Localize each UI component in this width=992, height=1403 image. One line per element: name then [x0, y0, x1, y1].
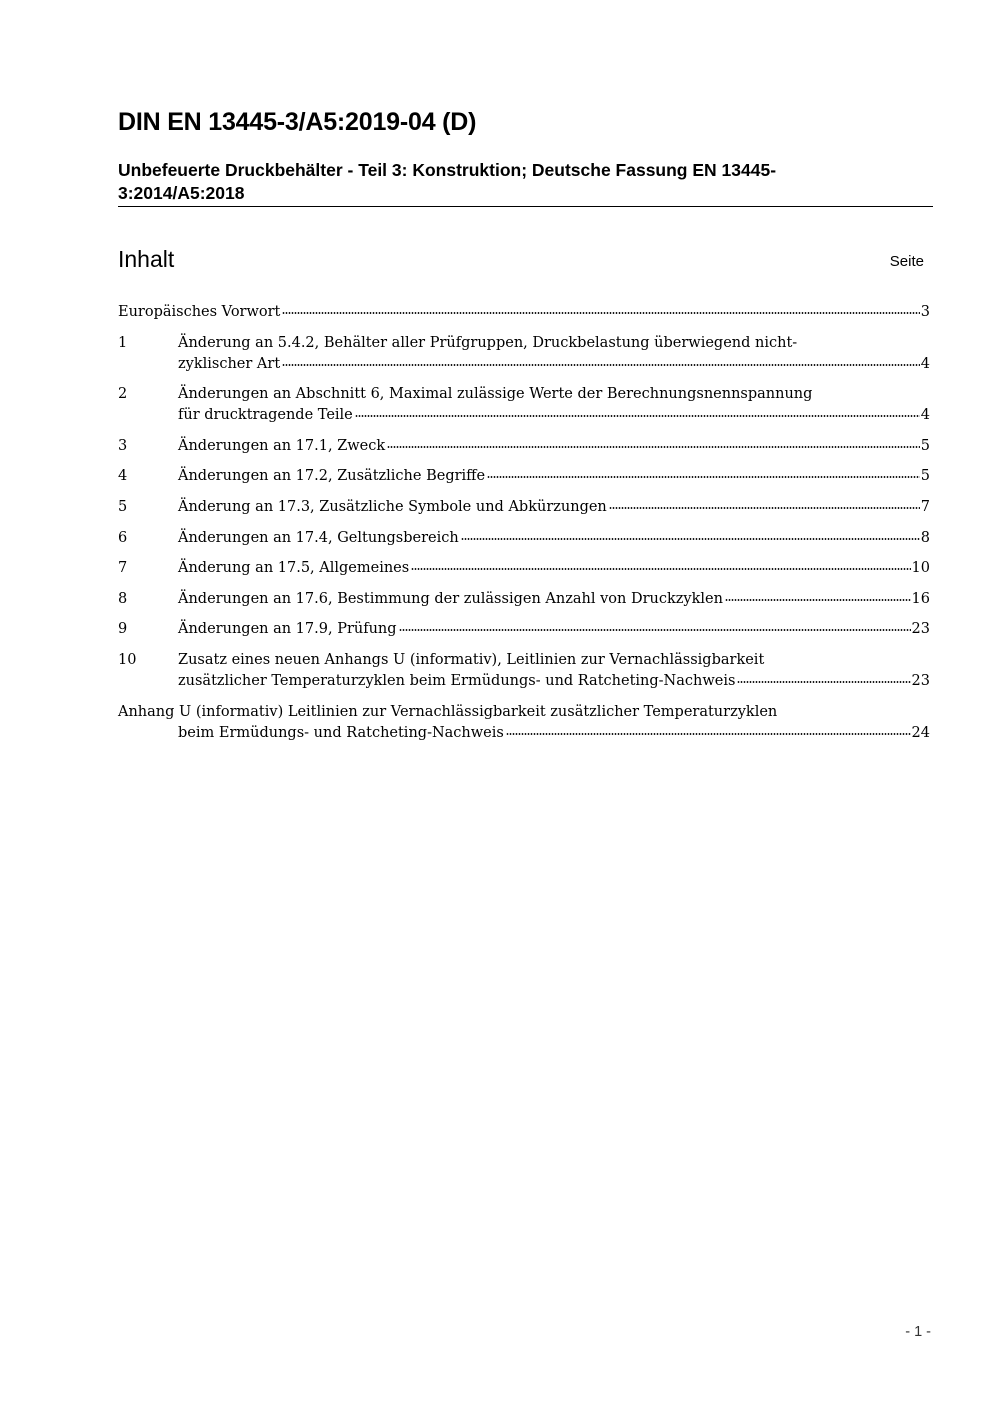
toc-entry-page: 4 [920, 355, 930, 372]
toc-entry-title-line-2: für drucktragende Teile [178, 407, 353, 424]
toc-entry-number: 7 [118, 560, 128, 577]
toc-entry-page: 23 [911, 672, 930, 689]
dot-leader [461, 538, 920, 540]
toc-entry-7[interactable] [118, 558, 930, 579]
dot-leader [399, 629, 911, 631]
toc-entry-number: 10 [118, 651, 137, 668]
dot-leader [487, 476, 920, 478]
toc-entry-annex-u[interactable] [118, 702, 930, 744]
toc-entry-title: Änderungen an 17.9, Prüfung [178, 621, 397, 638]
toc-page-column-label: Seite [889, 253, 924, 270]
toc-entry-title-line-1: Änderungen an Abschnitt 6, Maximal zulässige Werte der Berechnungsnennspannung [178, 386, 813, 403]
toc-entry-number: 9 [118, 621, 128, 638]
table-of-contents [118, 302, 930, 753]
toc-entry-page: 7 [920, 498, 930, 515]
toc-entry-number: 4 [118, 468, 128, 485]
toc-entry-number: 1 [118, 334, 128, 351]
dot-leader [282, 364, 920, 366]
toc-entry-title: Änderungen an 17.6, Bestimmung der zulässigen Anzahl von Druckzyklen [178, 590, 723, 607]
toc-entry-number: 6 [118, 529, 128, 546]
toc-entry-title: Änderung an 17.3, Zusätzliche Symbole und Abkürzungen [178, 498, 607, 515]
toc-entry-number: 5 [118, 498, 128, 515]
toc-entry-10[interactable] [118, 650, 930, 692]
toc-entry-foreword[interactable] [118, 302, 930, 323]
toc-entry-page: 16 [911, 590, 930, 607]
toc-entry-2[interactable] [118, 384, 930, 426]
document-subtitle-line-1: Unbefeuerte Druckbehälter - Teil 3: Konstruktion; Deutsche Fassung EN 13445- [118, 160, 777, 180]
toc-entry-page: 4 [920, 407, 930, 424]
page-number: - 1 - [905, 1324, 931, 1340]
document-subtitle-line-2: 3:2014/A5:2018 [118, 183, 245, 203]
dot-leader [411, 568, 910, 570]
toc-entry-1[interactable] [118, 333, 930, 375]
dot-leader [737, 681, 910, 683]
toc-entry-9[interactable] [118, 619, 930, 640]
toc-entry-title: Änderung an 17.5, Allgemeines [178, 560, 410, 577]
toc-entry-page: 8 [920, 529, 930, 546]
dot-leader [609, 507, 920, 509]
dot-leader [506, 733, 911, 735]
dot-leader [355, 415, 920, 417]
toc-entry-page: 5 [920, 437, 930, 454]
toc-entry-title-line-2: zusätzlicher Temperaturzyklen beim Ermüdungs- und Ratcheting-Nachweis [178, 672, 736, 689]
toc-entry-title: Änderungen an 17.4, Geltungsbereich [178, 529, 459, 546]
toc-entry-page: 10 [911, 560, 930, 577]
toc-entry-page: 24 [911, 724, 930, 741]
toc-heading: Inhalt [118, 246, 175, 272]
toc-entry-title-line-2: zyklischer Art [178, 355, 281, 372]
dot-leader [387, 446, 920, 448]
toc-entry-title-line-1: Änderung an 5.4.2, Behälter aller Prüfgruppen, Druckbelastung überwiegend nicht- [178, 334, 798, 351]
toc-entry-title-line-2: beim Ermüdungs- und Ratcheting-Nachweis [178, 724, 504, 741]
header-divider [118, 206, 933, 207]
toc-entry-number: 3 [118, 437, 128, 454]
toc-entry-page: 23 [911, 621, 930, 638]
toc-entry-3[interactable] [118, 436, 930, 457]
toc-entry-page: 5 [920, 468, 930, 485]
toc-entry-5[interactable] [118, 497, 930, 518]
toc-entry-title-line-1: Anhang U (informativ) Leitlinien zur Vernachlässigbarkeit zusätzlicher Temperaturzyklen [118, 703, 778, 720]
dot-leader [282, 312, 919, 314]
toc-entry-number: 2 [118, 386, 128, 403]
document-subtitle [118, 159, 908, 205]
toc-entry-title: Änderungen an 17.2, Zusätzliche Begriffe [178, 468, 486, 485]
toc-entry-title: Änderungen an 17.1, Zweck [178, 437, 386, 454]
toc-entry-page: 3 [920, 304, 930, 320]
toc-entry-4[interactable] [118, 466, 930, 487]
dot-leader [725, 599, 911, 601]
toc-entry-title-line-1: Zusatz eines neuen Anhangs U (informativ), Leitlinien zur Vernachlässigbarkeit [178, 651, 765, 668]
document-title: DIN EN 13445-3/A5:2019-04 (D) [118, 107, 477, 136]
toc-entry-title: Europäisches Vorwort [118, 304, 281, 320]
toc-entry-number: 8 [118, 590, 128, 607]
toc-entry-8[interactable] [118, 589, 930, 610]
toc-entry-6[interactable] [118, 528, 930, 549]
